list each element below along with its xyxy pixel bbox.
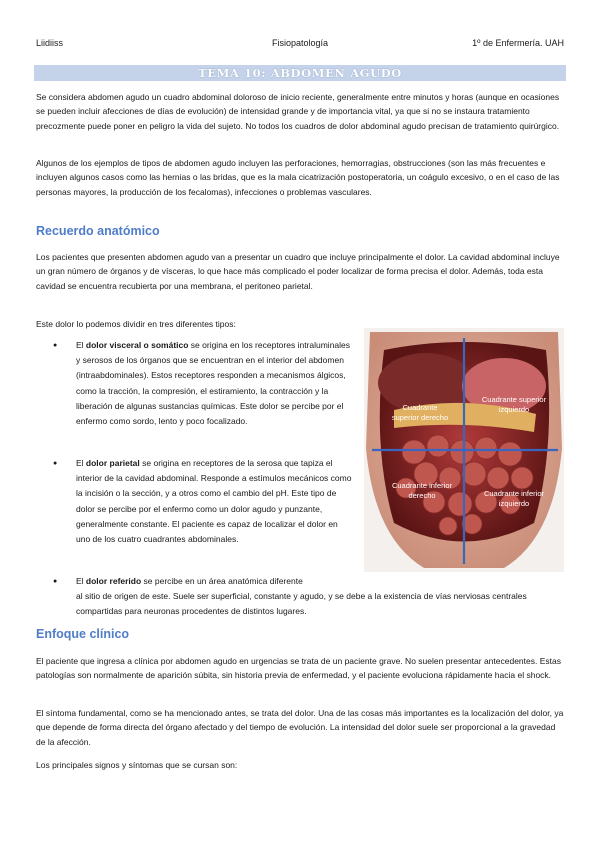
header-course: 1º de Enfermería. UAH bbox=[472, 38, 564, 48]
intro-paragraph-2: Algunos de los ejemplos de tipos de abdomen agudo incluyen las perforaciones, hemorragias, obstrucciones (son las más frecuentes e incluyen algunos casos como las hernias o las bridas, que es la mala cicatrización postoperatoria, un coágulo excesivo, o en el caso de las personas mayores, la producción de los fecalomas), infecciones o problemas vasculares. bbox=[36, 158, 560, 197]
pain-type-term: dolor referido bbox=[85, 576, 142, 586]
quadrant-label-q3: Cuadrante inferior derecho bbox=[391, 481, 453, 500]
header-author: Liidiiss bbox=[36, 38, 64, 48]
pain-type-parietal: ● El dolor parietal se origina en receptores de la serosa que tapiza el interior de la cavidad abdominal. Responde a estímulos mecánicos como la incisión o la sección, y a otros como el cambio del pH. Este tipo de dolor se percibe por el enfermo como un dolor agudo y punzante, generalmente constante. El paciente es capaz de localizar el dolor en uno de los cuatro cuadrantes abdominales. bbox=[76, 456, 352, 547]
pain-type-term: dolor parietal bbox=[85, 458, 140, 468]
quadrant-label-q4: Cuadrante inferior izquierdo bbox=[483, 489, 545, 508]
quadrant-label-q2: Cuadrante superior izquierdo bbox=[481, 395, 547, 414]
anatomy-paragraph-2: Este dolor lo podemos dividir en tres diferentes tipos: bbox=[36, 319, 236, 329]
clinical-paragraph-1: El paciente que ingresa a clínica por abdomen agudo en urgencias se trata de un paciente grave. No suelen presentar antecedentes. Estas patologías son normalmente de aparición súbita, sin historia previa de enfermedad, y el paciente evoluciona rápidamente hacia el shock. bbox=[36, 656, 561, 681]
document-title: TEMA 10: ABDOMEN AGUDO bbox=[34, 65, 566, 81]
anatomy-paragraph-1: Los pacientes que presenten abdomen agudo van a presentar un cuadro que incluye principalmente el dolor. La cavidad abdominal incluye un gran número de órganos y de vísceras, lo que hace más complicado el poder localizar de forma precisa el dolor. Además, toda esta cavidad se encuentra recubierta por una membrana, el peritoneo parietal. bbox=[36, 252, 560, 291]
intro-paragraph-1: Se considera abdomen agudo un cuadro abdominal doloroso de inicio reciente, generalmente entre minutos y horas (aunque en ocasiones se pueden incluir afecciones de días de evolución) de intensidad grande y de importancia vital, ya que si no se instaura tratamiento precozmente puede poner en peligro la vida del sujeto. No todos los cuadros de dolor abdominal agudo precisan de tratamiento quirúrgico. bbox=[36, 92, 560, 131]
page-header bbox=[36, 38, 564, 50]
pain-type-referred: ● El dolor referido se percibe en un área anatómica diferente bbox=[76, 574, 376, 589]
header-subject: Fisiopatología bbox=[271, 38, 329, 48]
abdomen-quadrants-figure bbox=[364, 328, 564, 572]
quadrant-label-q1: Cuadrante superior derecho bbox=[391, 403, 449, 422]
pain-type-term: dolor visceral o somático bbox=[85, 340, 189, 350]
pain-type-referred-continuation: al sitio de origen de este. Suele ser superficial, constante y agudo, y se debe a la existencia de vías nerviosas centrales compartidas para neuronas procedentes de distintos lugares. bbox=[76, 591, 527, 617]
section-heading-anatomy: Recuerdo anatómico bbox=[36, 224, 160, 238]
pain-type-visceral: ● El dolor visceral o somático se origina en los receptores intraluminales y serosos de los órganos que se encuentran en el interior del abdomen (intraabdominales). Estos receptores responden a mecanismos álgicos, como la tracción, la compresión, el estiramiento, la contracción y la liberación de algunas sustancias químicas. Este dolor se percibe por el enfermo como sordo, lento y poco focalizado. bbox=[76, 338, 352, 429]
clinical-paragraph-2: El síntoma fundamental, como se ha mencionado antes, se trata del dolor. Una de las cosas más importantes es la localización del dolor, ya que depende de forma directa del órgano afectado y del tiempo de evolución. La intensidad del dolor suele ser proporcional a la gravedad de la afección. bbox=[36, 708, 564, 747]
clinical-paragraph-3: Los principales signos y síntomas que se cursan son: bbox=[36, 760, 238, 770]
section-heading-clinical: Enfoque clínico bbox=[36, 627, 130, 641]
